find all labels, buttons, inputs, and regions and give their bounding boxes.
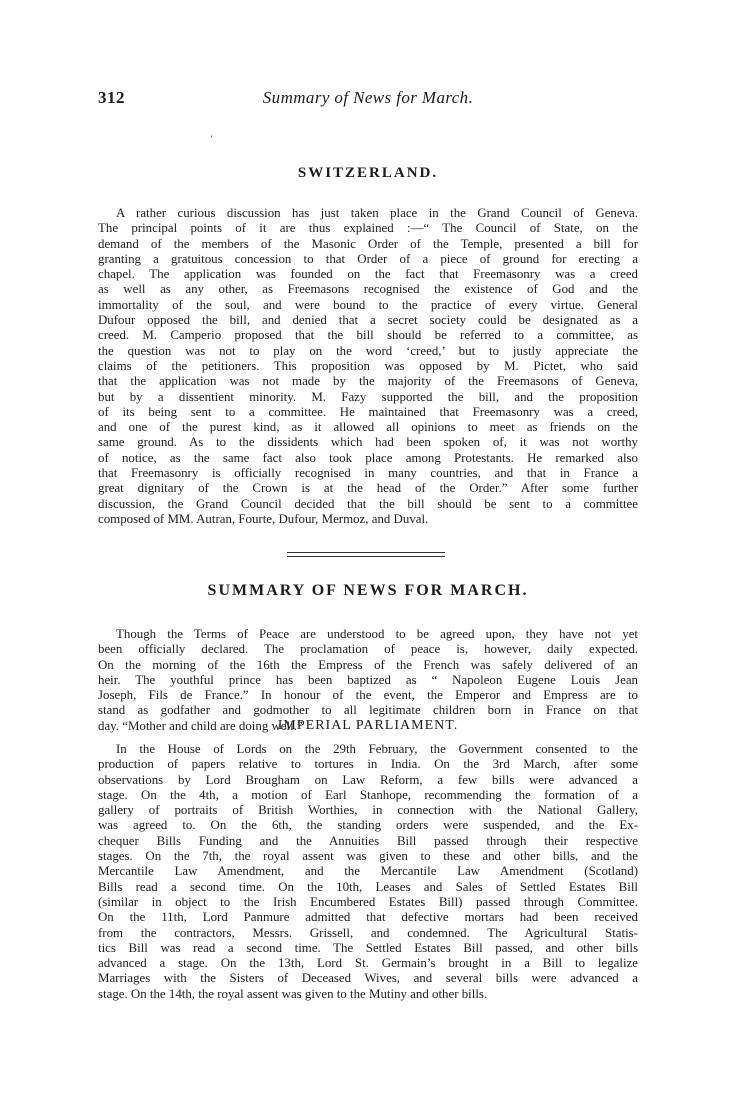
text-line: heir. The youthful prince has been baptized as “ Napoleon Eugene Louis Jean xyxy=(98,672,638,687)
text-line: was agreed to. On the 6th, the standing orders were suspended, and the Ex- xyxy=(98,818,638,833)
text-line: discussion, the Grand Council decided that the bill should be sent to a committee xyxy=(98,496,638,511)
text-line: granting a gratuitous concession to that Order of a piece of ground for erecting a xyxy=(98,251,638,266)
text-line: tics Bill was read a second time. The Settled Estates Bill passed, and other bills xyxy=(98,940,638,955)
text-line: (similar in object to the Irish Encumbered Estates Bill) passed through Committee. xyxy=(98,894,638,909)
text-line: Dufour opposed the bill, and denied that a secret society could be designated as a xyxy=(98,313,638,328)
text-line: but by a dissentient minority. M. Fazy supported the bill, and the proposition xyxy=(98,389,638,404)
section-divider-bottom xyxy=(287,556,445,557)
text-line: from the contractors, Messrs. Grissell, and condemned. The Agricultural Statis- xyxy=(98,925,638,940)
text-line: chapel. The application was founded on the fact that Freemasonry was a creed xyxy=(98,267,638,282)
text-line: stage. On the 4th, a motion of Earl Stanhope, recommending the formation of a xyxy=(98,787,638,802)
text-line: chequer Bills Funding and the Annuities Bill passed through their respective xyxy=(98,833,638,848)
text-line: Though the Terms of Peace are understood to be agreed upon, they have not yet xyxy=(116,627,638,641)
text-line: as well as any other, as Freemasons recognised the existence of God and the xyxy=(98,282,638,297)
page-number: 312 xyxy=(98,88,125,107)
section-divider-top xyxy=(287,552,445,553)
text-line: On the morning of the 16th the Empress of the French was safely delivered of an xyxy=(98,657,638,672)
text-line: advanced a stage. On the 13th, Lord St. Germain’s brought in a Bill to legalize xyxy=(98,956,638,971)
text-line: Bills read a second time. On the 10th, Leases and Sales of Settled Estates Bill xyxy=(98,879,638,894)
text-line: stages. On the 7th, the royal assent was given to these and other bills, and the xyxy=(98,849,638,864)
text-line: creed. M. Camperio proposed that the bill should be referred to a committee, as xyxy=(98,328,638,343)
text-line: day. “Mother and child are doing well.” xyxy=(98,718,303,733)
text-line: demand of the members of the Masonic Order of the Temple, presented a bill for xyxy=(98,236,638,251)
text-line: that the application was not made by the majority of the Freemasons of Geneva, xyxy=(98,374,638,389)
imperial-parliament-article xyxy=(98,742,638,1002)
text-line: immortality of the soul, and were bound to the practice of every virtue. General xyxy=(98,297,638,312)
text-line: stand as godfather and godmother to all legitimate children born in France on that xyxy=(98,703,638,718)
text-line: been officially declared. The proclamation of peace is, however, daily expected. xyxy=(98,642,638,657)
text-line: stage. On the 14th, the royal assent was given to the Mutiny and other bills. xyxy=(98,986,488,1001)
text-line: The principal points of it are thus explained :—“ The Council of State, on the xyxy=(98,221,638,236)
text-line: claims of the petitioners. This proposition was opposed by M. Pictet, who said xyxy=(98,358,638,373)
switzerland-article xyxy=(98,206,638,527)
running-title: Summary of News for March. xyxy=(262,88,474,107)
text-line: Marriages with the Sisters of Deceased Wives, and several bills were advanced a xyxy=(98,971,638,986)
stray-mark: ʼ xyxy=(210,134,213,144)
text-line: Mercantile Law Amendment, and the Mercantile Law Amendment (Scotland) xyxy=(98,864,638,879)
switzerland-heading: SWITZERLAND. xyxy=(297,165,439,181)
text-line: same ground. As to the dissidents which had been spoken of, it was not worthy xyxy=(98,435,638,450)
text-line: composed of MM. Autran, Fourte, Dufour, Mermoz, and Duval. xyxy=(98,511,429,526)
text-line: of notice, as the same fact also took place among Protestants. He remarked also xyxy=(98,450,638,465)
text-line: of its being sent to a committee. He maintained that Freemasonry was a creed, xyxy=(98,404,638,419)
text-line: In the House of Lords on the 29th February, the Government consented to the xyxy=(116,742,638,756)
text-line: great dignitary of the Crown is at the head of the Order.” After some further xyxy=(98,481,638,496)
text-line: gallery of portraits of British Worthies, in connection with the National Gallery, xyxy=(98,803,638,818)
text-line: On the 11th, Lord Panmure admitted that defective mortars had been received xyxy=(98,910,638,925)
text-line: observations by Lord Brougham on Law Reform, a few bills were advanced a xyxy=(98,772,638,787)
summary-heading: SUMMARY OF NEWS FOR MARCH. xyxy=(207,582,529,599)
text-line: and one of the purest kind, as it allowed all opinions to meet as friends on the xyxy=(98,420,638,435)
page-header xyxy=(98,88,638,110)
text-line: production of papers relative to tortures in India. On the 3rd March, after some xyxy=(98,757,638,772)
text-line: Joseph, Fils de France.” In honour of the event, the Emperor and Empress are to xyxy=(98,688,638,703)
imperial-parliament-heading: IMPERIAL PARLIAMENT. xyxy=(277,718,459,733)
text-line: A rather curious discussion has just taken place in the Grand Council of Geneva. xyxy=(116,206,638,220)
text-line: that Freemasonry is officially recognised in many countries, and that in France a xyxy=(98,466,638,481)
text-line: the question was not to play on the word ‘creed,’ but to justly appreciate the xyxy=(98,343,638,358)
